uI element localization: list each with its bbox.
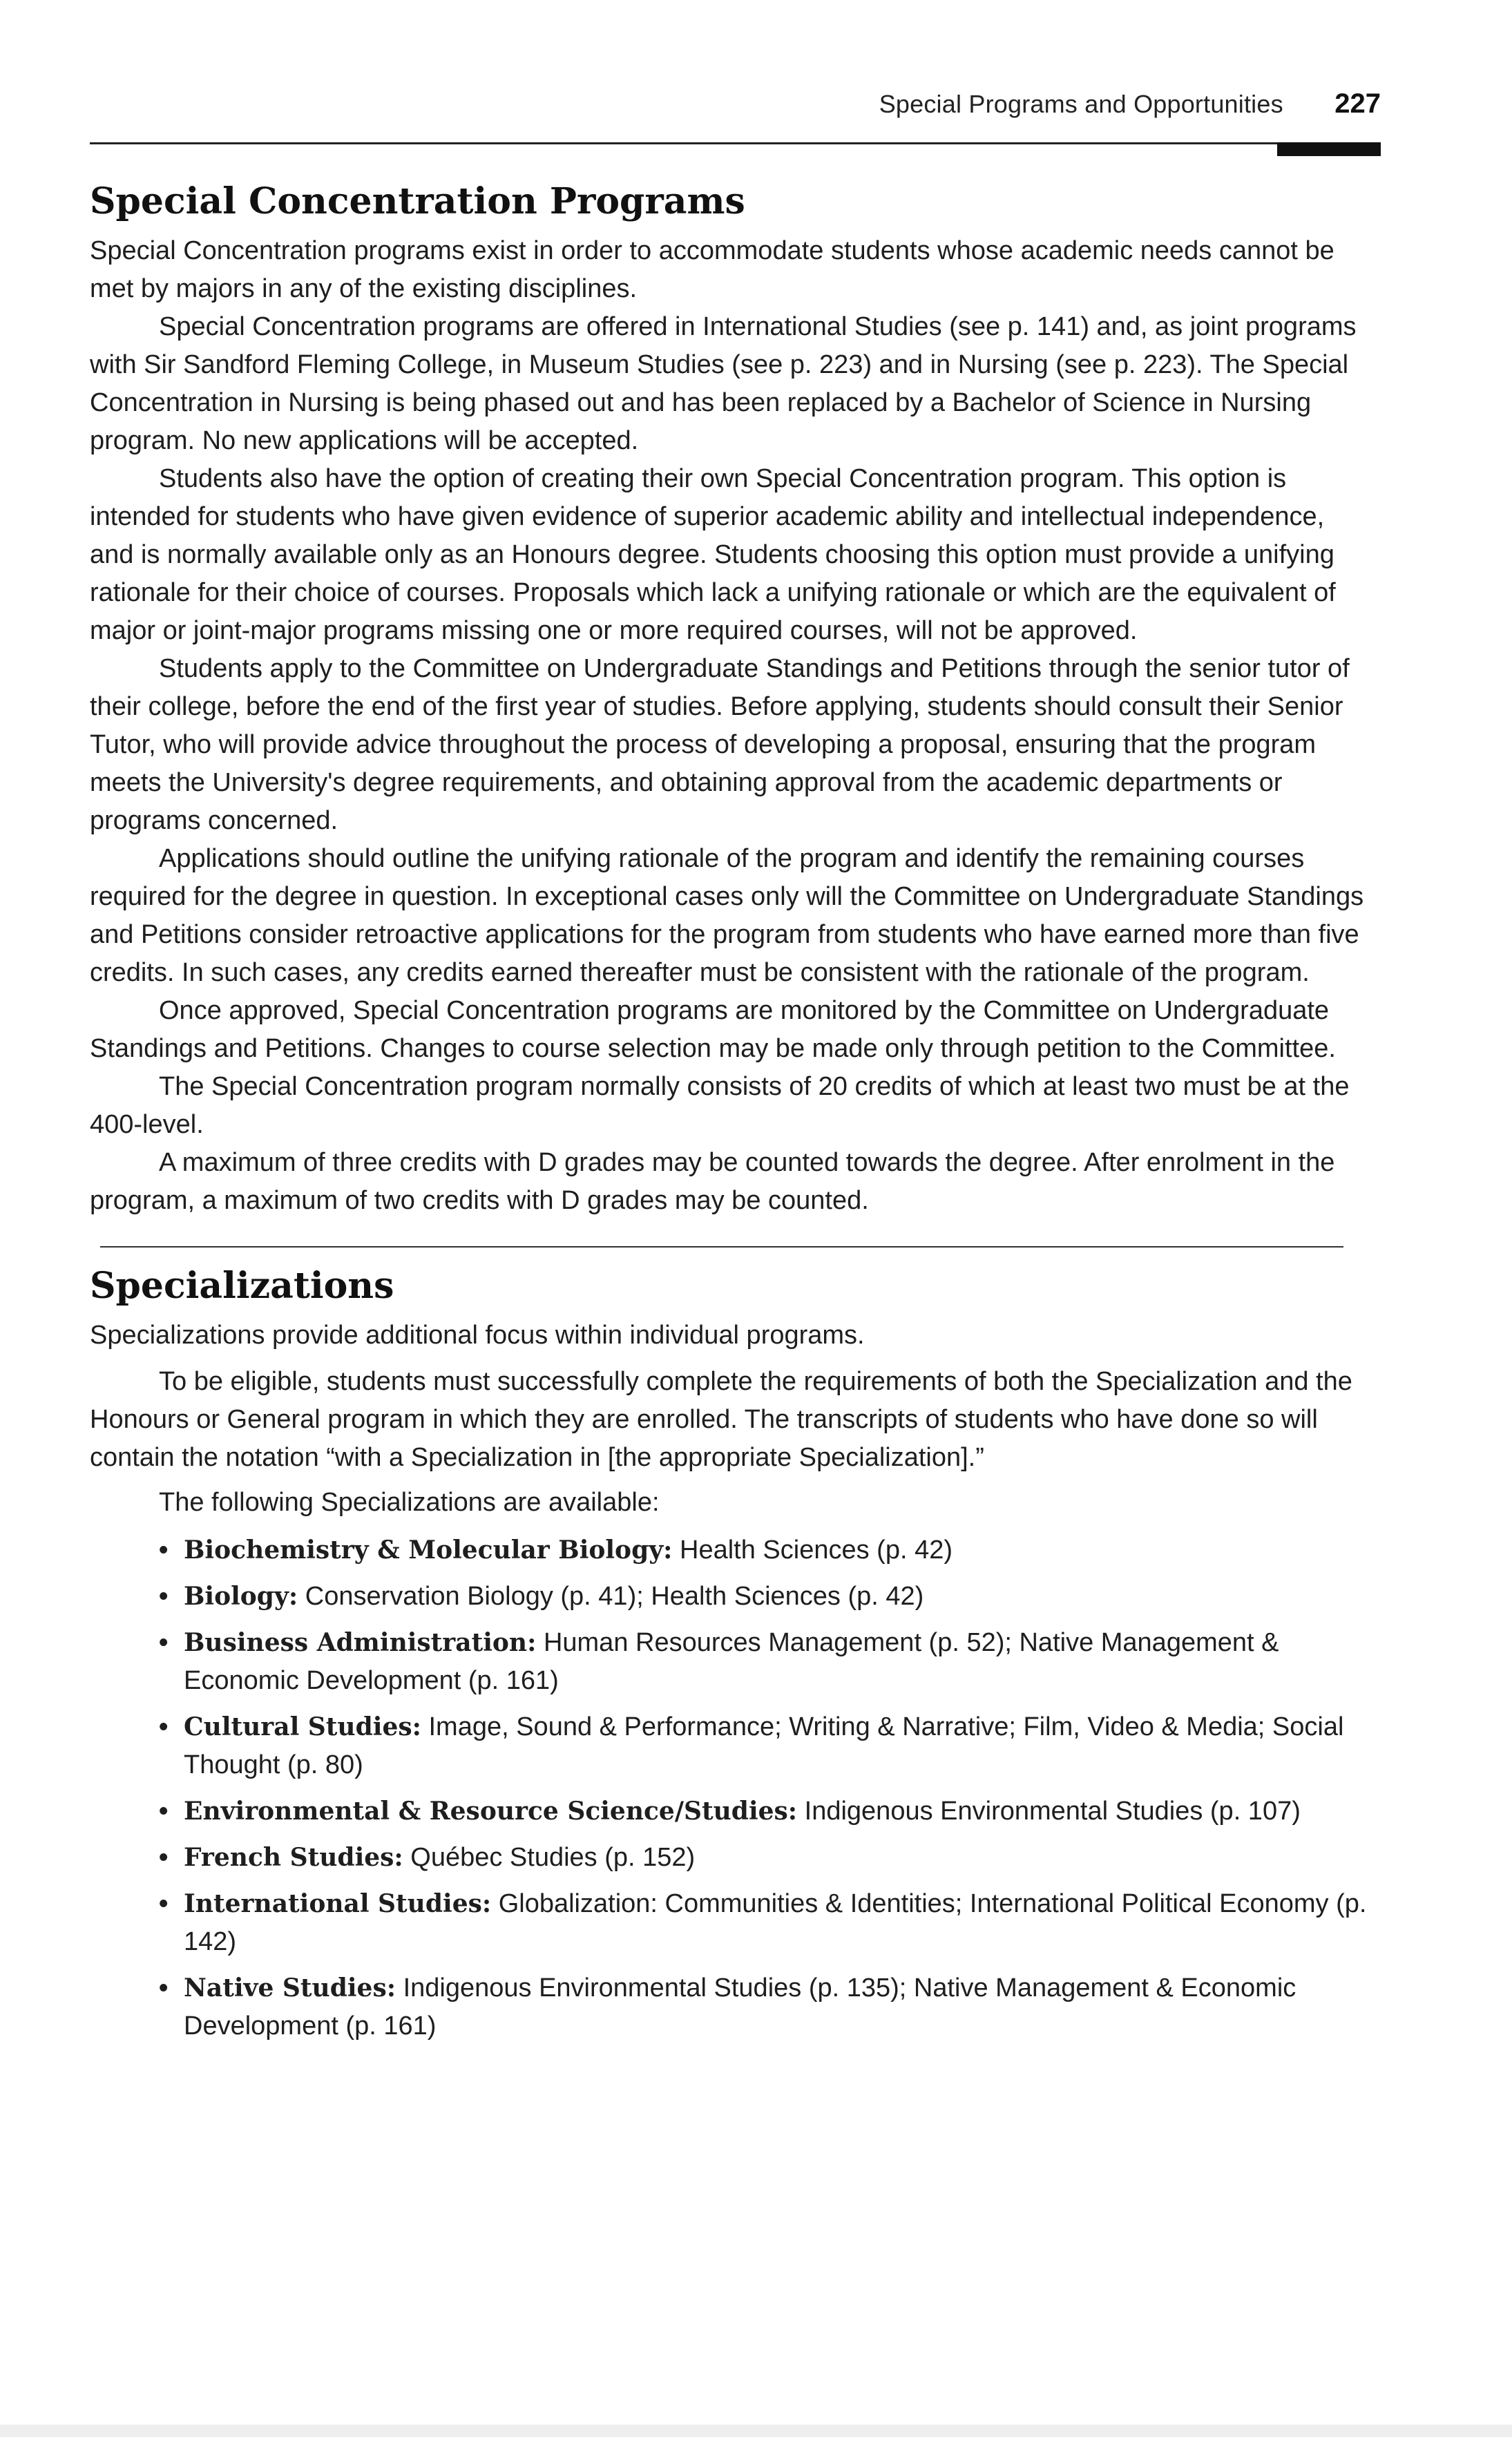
specialization-detail: Québec Studies (p. 152) [403,1842,696,1872]
specializations-list [90,1531,1371,2045]
specialization-detail: Indigenous Environmental Studies (p. 135); Native Management & Economic Development (p. 161) [184,1973,1296,2041]
specialization-program: Biology: [184,1581,298,1611]
page-content [90,181,1371,2054]
page-number: 227 [1334,88,1381,119]
specialization-detail: Globalization: Communities & Identities; International Political Economy (p. 142) [184,1889,1367,1956]
specializations-eligibility: To be eligible, students must successfully complete the requirements of both the Specialization and the Honours or General program in which they are enrolled. The transcripts of students who have done so will contain the notation “with a Specialization in [the appropriate Specialization].” [90,1366,1352,1472]
scan-edge [0,2425,1512,2437]
list-item [159,1885,1371,1961]
list-item [159,1839,1371,1877]
list-item [159,1578,1371,1616]
specialization-program: International Studies: [184,1889,492,1918]
bullet-icon: • [159,1842,169,1872]
specialization-detail: Conservation Biology (p. 41); Health Sciences (p. 42) [298,1581,924,1611]
specialization-detail: Indigenous Environmental Studies (p. 107) [797,1796,1301,1826]
specializations-intro: Specializations provide additional focus within individual programs. [90,1320,865,1350]
specialization-program: Native Studies: [184,1973,396,2003]
list-item [159,1531,1371,1569]
paragraph: The Special Concentration program normally consists of 20 credits of which at least two must be at the 400-level. [90,1071,1350,1139]
list-item [159,1793,1371,1831]
section-divider [100,1246,1343,1248]
specializations-heading: Specializations [90,1264,394,1307]
running-header [90,88,1381,130]
paragraph: Applications should outline the unifying rationale of the program and identify the remaining courses required for the degree in question. In exceptional cases only will the Committee on Undergraduate Standings and Petitions consider retroactive applications for the program from students who have earned more than five credits. In such cases, any credits earned thereafter must be consistent with the rationale of the program. [90,843,1364,987]
specialization-detail: Health Sciences (p. 42) [672,1535,953,1565]
bullet-icon: • [159,1796,169,1826]
specialization-detail: Human Resources Management (p. 52); Native Management & Economic Development (p. 161) [184,1627,1279,1695]
header-rule-tab [1277,142,1381,156]
specialization-program: French Studies: [184,1842,403,1872]
specializations-section [90,1265,1371,2045]
paragraph: Students apply to the Committee on Undergraduate Standings and Petitions through the senior tutor of their college, before the end of the first year of studies. Before applying, students should consult their Senior Tutor, who will provide advice throughout the process of developing a proposal, ensuring that the program meets the University's degree requirements, and obtaining approval from the academic departments or programs concerned. [90,653,1350,835]
special-concentration-section [90,181,1371,1220]
special-concentration-heading: Special Concentration Programs [90,180,745,222]
bullet-icon: • [159,1581,169,1611]
paragraph: Once approved, Special Concentration programs are monitored by the Committee on Undergraduate Standings and Petitions. Changes to course selection may be made only through petition to the Committee. [90,995,1336,1063]
paragraph: Special Concentration programs are offered in International Studies (see p. 141) and, as joint programs with Sir Sandford Fleming College, in Museum Studies (see p. 223) and in Nursing (see p. 223). The Special Concentration in Nursing is being phased out and has been replaced by a Bachelor of Science in Nursing program. No new applications will be accepted. [90,312,1357,455]
specialization-program: Cultural Studies: [184,1712,421,1741]
specialization-program: Business Administration: [184,1627,537,1657]
specialization-program: Biochemistry & Molecular Biology: [184,1535,673,1565]
bullet-icon: • [159,1712,169,1741]
paragraph: Special Concentration programs exist in order to accommodate students whose academic needs cannot be met by majors in any of the existing disciplines. [90,236,1334,303]
paragraph: A maximum of three credits with D grades may be counted towards the degree. After enrolment in the program, a maximum of two credits with D grades may be counted. [90,1147,1335,1215]
header-rule [90,142,1381,144]
bullet-icon: • [159,1627,169,1657]
specialization-program: Environmental & Resource Science/Studies: [184,1796,798,1826]
list-item [159,1969,1371,2045]
bullet-icon: • [159,1535,169,1565]
bullet-icon: • [159,1973,169,2003]
specializations-list-intro: The following Specializations are available: [159,1487,660,1517]
specialization-detail: Image, Sound & Performance; Writing & Narrative; Film, Video & Media; Social Thought (p. 80) [184,1712,1344,1779]
running-header-section: Special Programs and Opportunities [879,90,1283,118]
list-item [159,1708,1371,1784]
bullet-icon: • [159,1889,169,1918]
list-item [159,1624,1371,1700]
paragraph: Students also have the option of creating their own Special Concentration program. This option is intended for students who have given evidence of superior academic ability and intellectual independence, and is normally available only as an Honours degree. Students choosing this option must provide a unifying rationale for their choice of courses. Proposals which lack a unifying rationale or which are the equivalent of major or joint-major programs missing one or more required courses, will not be approved. [90,463,1336,645]
